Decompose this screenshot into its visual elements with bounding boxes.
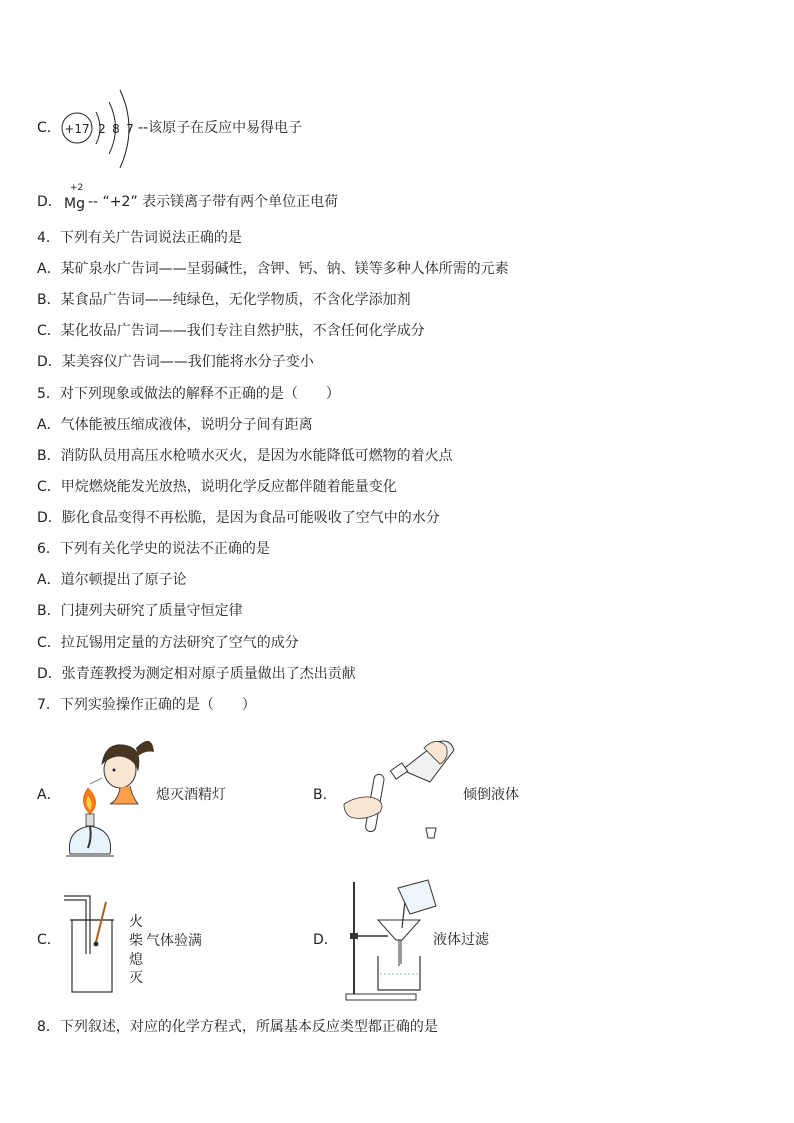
- shell-electrons-1: 2: [98, 122, 106, 136]
- q7-option-d-caption: 液体过滤: [433, 932, 489, 948]
- q6-stem: 6．下列有关化学史的说法不正确的是: [37, 541, 270, 557]
- q3-option-d-text: -- “+2” 表示镁离子带有两个单位正电荷: [88, 194, 339, 210]
- q5-option-c: C．甲烷燃烧能发光放热，说明化学反应都伴随着能量变化: [37, 479, 397, 495]
- match-label-4: 灭: [129, 970, 143, 986]
- element-symbol: Mg: [64, 196, 85, 212]
- match-label-3: 熄: [129, 952, 143, 968]
- q7-option-b-letter: B．: [313, 787, 337, 803]
- q7-option-c-caption: 气体验满: [146, 933, 202, 949]
- q6-option-c: C．拉瓦锡用定量的方法研究了空气的成分: [37, 635, 299, 651]
- ion-charge-superscript: +2: [70, 183, 84, 193]
- q4-option-c: C．某化妆品广告词——我们专注自然护肤，不含任何化学成分: [37, 323, 425, 339]
- q3-option-c: [37, 118, 61, 138]
- blowing-out-alcohol-lamp-figure: [62, 722, 162, 862]
- option-letter: C．: [37, 120, 61, 136]
- q7-option-a-letter: A．: [37, 787, 61, 803]
- q7-option-d-letter: D．: [313, 932, 338, 948]
- q6-option-b: B．门捷列夫研究了质量守恒定律: [37, 603, 243, 619]
- q7-option-b-caption: 倾倒液体: [463, 787, 519, 803]
- q4-option-a: A．某矿泉水广告词——呈弱碱性，含钾、钙、钠、镁等多种人体所需的元素: [37, 261, 509, 277]
- q4-stem: 4．下列有关广告词说法正确的是: [37, 230, 242, 246]
- q5-option-a: A．气体能被压缩成液体，说明分子间有距离: [37, 417, 313, 433]
- q5-option-b: B．消防队员用高压水枪喷水灭火，是因为水能降低可燃物的着火点: [37, 448, 453, 464]
- nucleus-charge: +17: [64, 122, 90, 136]
- q5-option-d: D．膨化食品变得不再松脆，是因为食品可能吸收了空气中的水分: [37, 510, 440, 526]
- q7-option-c-letter: C．: [37, 932, 61, 948]
- match-label-1: 火: [129, 914, 143, 930]
- q7-option-a-caption: 熄灭酒精灯: [156, 787, 226, 803]
- q5-stem: 5．对下列现象或做法的解释不正确的是（ ）: [37, 386, 340, 402]
- shell-electrons-3: 7: [126, 122, 134, 136]
- shell-electrons-2: 8: [112, 122, 120, 136]
- gas-collection-test-figure: [62, 890, 126, 996]
- q3-option-c-text: --该原子在反应中易得电子: [138, 120, 303, 136]
- q6-option-a: A．道尔顿提出了原子论: [37, 572, 187, 588]
- q6-option-d: D．张青莲教授为测定相对原子质量做出了杰出贡献: [37, 666, 356, 682]
- option-letter: D．: [37, 194, 62, 210]
- q4-option-b: B．某食品广告词——纯绿色，无化学物质，不含化学添加剂: [37, 292, 411, 308]
- q4-option-d: D．某美容仪广告词——我们能将水分子变小: [37, 354, 314, 370]
- match-label-2: 柴: [129, 933, 143, 949]
- q7-stem: 7．下列实验操作正确的是（ ）: [37, 697, 256, 713]
- pouring-liquid-figure: [340, 730, 460, 848]
- atom-structure-diagram: [60, 82, 140, 177]
- q3-option-d: [37, 192, 62, 212]
- q8-stem: 8．下列叙述，对应的化学方程式，所属基本反应类型都正确的是: [37, 1019, 438, 1035]
- filtration-setup-figure: [344, 878, 444, 1003]
